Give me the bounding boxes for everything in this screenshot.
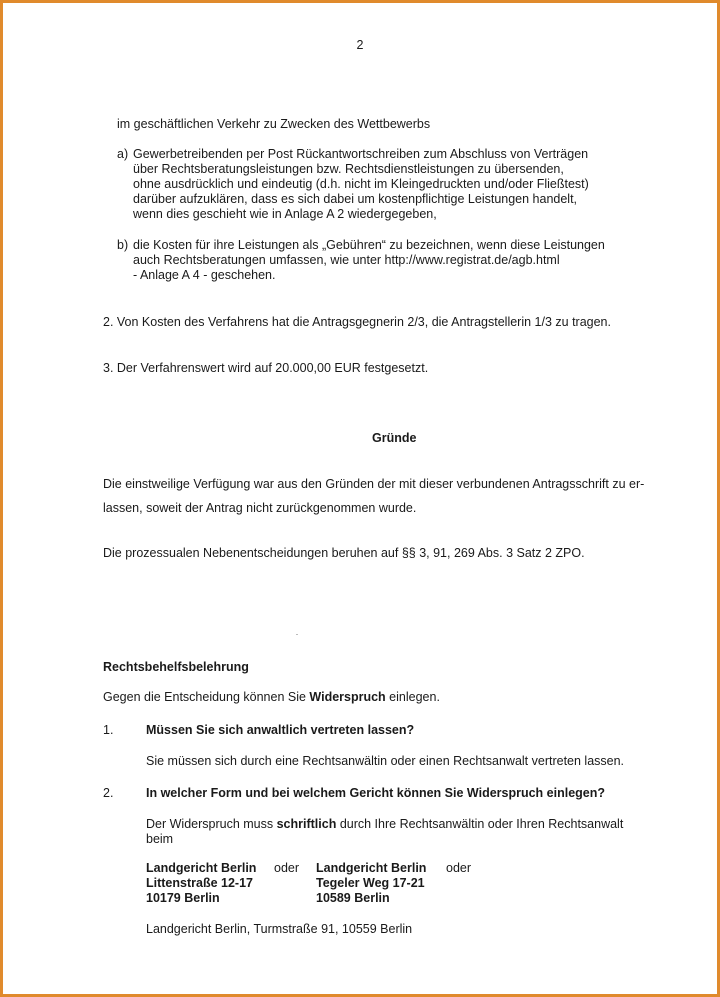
point-3: 3. Der Verfahrenswert wird auf 20.000,00 EUR festgesetzt.	[103, 361, 429, 375]
gruende-paragraph-line: Die einstweilige Verfügung war aus den Gründen der mit dieser verbundenen Antragsschrift zu er-	[103, 477, 645, 491]
item-b-line: die Kosten für ihre Leistungen als „Gebühren“ zu bezeichnen, wenn diese Leistungen	[133, 238, 605, 252]
question-2-answer-line-2: beim	[146, 832, 174, 846]
court-1-oder: oder	[274, 861, 300, 875]
court-2-city: 10589 Berlin	[316, 891, 390, 905]
question-2-answer-line	[146, 817, 623, 832]
answer-bold: schriftlich	[276, 817, 337, 831]
item-a-line: Gewerbetreibenden per Post Rückantwortschreiben zum Abschluss von Verträgen	[133, 147, 589, 161]
court-2-oder: oder	[446, 861, 472, 875]
question-1-answer: Sie müssen sich durch eine Rechtsanwältin oder einen Rechtsanwalt vertreten lassen.	[146, 754, 625, 768]
court-1-name: Landgericht Berlin	[146, 861, 257, 875]
item-a-marker: a)	[117, 147, 129, 161]
rechtsbehelf-intro-bold: Widerspruch	[309, 690, 386, 704]
item-a-line: ohne ausdrücklich und eindeutig (d.h. nicht im Kleingedruckten und/oder Fließtest)	[133, 177, 589, 191]
question-1-number: 1.	[103, 723, 114, 737]
court-3: Landgericht Berlin, Turmstraße 91, 10559 Berlin	[146, 922, 413, 936]
answer-text: Der Widerspruch muss	[146, 817, 277, 831]
item-a-line: wenn dies geschieht wie in Anlage A 2 wiedergegeben,	[133, 207, 437, 221]
page-number: 2	[356, 38, 364, 52]
item-b-line: auch Rechtsberatungen umfassen, wie unter http://www.registrat.de/agb.html	[133, 253, 560, 267]
rechtsbehelf-intro-text: Gegen die Entscheidung können Sie	[103, 690, 310, 704]
rechtsbehelf-intro-end: einlegen.	[385, 690, 440, 704]
court-1-street: Littenstraße 12-17	[146, 876, 253, 890]
gruende-heading: Gründe	[372, 431, 417, 445]
intro-line: im geschäftlichen Verkehr zu Zwecken des Wettbewerbs	[117, 117, 431, 131]
court-1-city: 10179 Berlin	[146, 891, 220, 905]
answer-text-end: durch Ihre Rechtsanwältin oder Ihren Rechtsanwalt	[336, 817, 624, 831]
point-2: 2. Von Kosten des Verfahrens hat die Antragsgegnerin 2/3, die Antragstellerin 1/3 zu tragen.	[103, 315, 611, 329]
scan-speck	[296, 634, 298, 635]
item-a-line: über Rechtsberatungsleistungen bzw. Rechtsdienstleistungen zu übersenden,	[133, 162, 564, 176]
item-b-line: - Anlage A 4 - geschehen.	[133, 268, 276, 282]
question-1-title: Müssen Sie sich anwaltlich vertreten lassen?	[146, 723, 415, 737]
gruende-paragraph-2: Die prozessualen Nebenentscheidungen beruhen auf §§ 3, 91, 269 Abs. 3 Satz 2 ZPO.	[103, 546, 585, 560]
rechtsbehelf-intro	[103, 690, 440, 705]
item-b-marker: b)	[117, 238, 129, 252]
court-2-name: Landgericht Berlin	[316, 861, 427, 875]
rechtsbehelf-heading: Rechtsbehelfsbelehrung	[103, 660, 249, 674]
court-2-street: Tegeler Weg 17-21	[316, 876, 425, 890]
gruende-paragraph-line: lassen, soweit der Antrag nicht zurückgenommen wurde.	[103, 501, 417, 515]
question-2-title: In welcher Form und bei welchem Gericht können Sie Widerspruch einlegen?	[146, 786, 606, 800]
item-a-line: darüber aufzuklären, dass es sich dabei um kostenpflichtige Leistungen handelt,	[133, 192, 578, 206]
question-2-number: 2.	[103, 786, 114, 800]
